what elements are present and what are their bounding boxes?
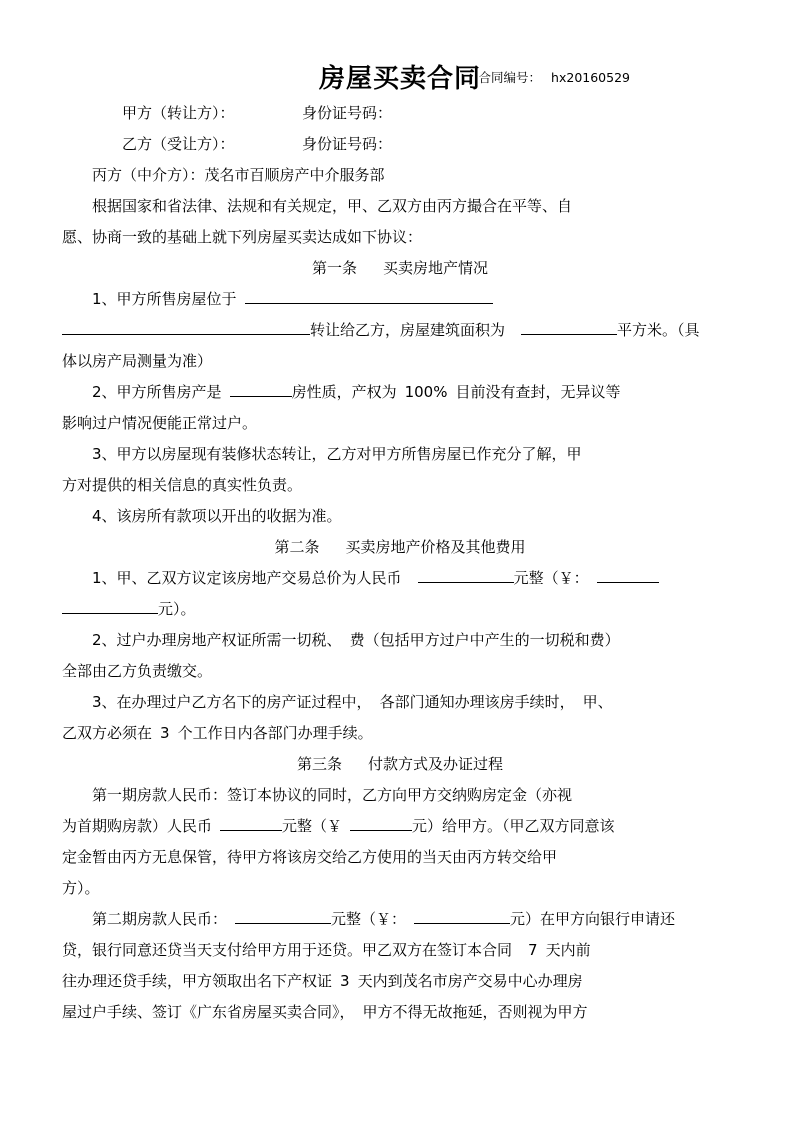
item-text: 甲方不得无故拖延，否则视为甲方: [362, 1003, 588, 1021]
item-text: 甲、: [582, 693, 613, 711]
section-2-item-3-line-1: [62, 687, 738, 718]
item-text: 甲、乙双方议定该房地产交易总价为人民币: [116, 569, 402, 587]
party-c-value: 茂名市百顺房产中介服务部: [204, 166, 385, 184]
item-text: 往办理还贷手续，甲方领取出名下产权证: [62, 972, 333, 990]
blank-property-nature[interactable]: [230, 396, 292, 397]
section-3-number: 第三条: [296, 755, 342, 773]
item-text: 天内前: [545, 941, 591, 959]
section-3-para-2-line-3: [62, 966, 738, 997]
item-text: 甲方所售房屋位于: [116, 290, 237, 308]
contract-number-value: hx20160529: [551, 70, 630, 85]
item-number: 3、: [92, 445, 117, 463]
blank-total-price-digits-2[interactable]: [62, 613, 158, 614]
blank-total-price-digits-1[interactable]: [597, 582, 659, 583]
section-2-item-2-line-2: 全部由乙方负责缴交。: [62, 662, 213, 680]
item-text: 天内到茂名市房产交易中心办理房: [357, 972, 583, 990]
blank-second-payment-digits[interactable]: [414, 923, 510, 924]
item-text: 元）在甲方向银行申请还: [510, 910, 676, 928]
section-3-para-2-line-2: [62, 935, 738, 966]
section-2-title: 买卖房地产价格及其他费用: [345, 538, 526, 556]
item-text: 第二期房款人民币：: [92, 910, 228, 928]
loan-days-value: 7: [528, 941, 538, 959]
item-text: 各部门通知办理该房手续时，: [379, 693, 575, 711]
section-3-para-1-line-1: 第一期房款人民币：签订本协议的同时，乙方向甲方交纳购房定金（亦视: [92, 786, 573, 804]
item-text: 甲方所售房产是: [116, 383, 222, 401]
section-1-item-4-line-1: [62, 501, 738, 532]
item-text: 过户办理房地产权证所需一切税、: [116, 631, 342, 649]
item-text: 平方米。（具: [617, 321, 700, 339]
section-1-item-1-line-2: [62, 315, 738, 346]
section-1-item-1-line-1: [62, 284, 738, 315]
section-3-heading: [62, 749, 738, 780]
blank-property-address-1[interactable]: [245, 303, 493, 304]
item-text: 贷，银行同意还贷当天支付给甲方用于还贷。甲乙双方在签订本合同: [62, 941, 513, 959]
contract-number-label: 合同编号：: [478, 70, 542, 85]
party-a-label: 甲方（转让方）：: [122, 104, 235, 122]
party-c-label: 丙方（中介方）：: [92, 166, 205, 184]
section-1-item-3-line-1: [62, 439, 738, 470]
section-2-number: 第二条: [274, 538, 320, 556]
workdays-value: 3: [160, 724, 170, 742]
item-text: 元）给甲方。（甲乙双方同意该: [412, 817, 615, 835]
item-number: 2、: [92, 631, 117, 649]
section-1-item-3-line-2: 方对提供的相关信息的真实性负责。: [62, 476, 303, 494]
item-number: 4、: [92, 507, 117, 525]
section-3-para-2-line-1: [62, 904, 738, 935]
section-2-heading: [62, 532, 738, 563]
item-number: 2、: [92, 383, 117, 401]
section-3-title: 付款方式及办证过程: [368, 755, 504, 773]
title-row: [62, 52, 738, 98]
item-text: 元整（￥：: [513, 569, 589, 587]
section-1-number: 第一条: [311, 259, 357, 277]
section-1-item-2-line-1: [62, 377, 738, 408]
section-2-item-1-line-1: [62, 563, 738, 594]
blank-property-address-2[interactable]: [62, 334, 310, 335]
item-text: 在办理过户乙方名下的房产证过程中，: [116, 693, 372, 711]
item-text: 该房所有款项以开出的收据为准。: [116, 507, 342, 525]
section-1-item-2-line-2: 影响过户情况便能正常过户。: [62, 414, 258, 432]
blank-deposit-digits[interactable]: [350, 830, 412, 831]
transfer-days-value: 3: [340, 972, 350, 990]
page-title: 房屋买卖合同: [318, 64, 481, 94]
item-text: 元整（￥：: [331, 910, 407, 928]
item-text: 费（包括甲方过户中产生的一切税和费）: [349, 631, 620, 649]
party-b-id-label: 身份证号码：: [302, 135, 393, 153]
blank-total-price-words[interactable]: [418, 582, 514, 583]
item-text: 元整（￥: [282, 817, 343, 835]
document-body: [62, 98, 738, 1028]
item-number: 1、: [92, 290, 117, 308]
preamble-line-1: 根据国家和省法律、法规和有关规定，甲、乙双方由丙方撮合在平等、自: [92, 197, 573, 215]
section-1-title: 买卖房地产情况: [383, 259, 489, 277]
section-2-item-2-line-1: [62, 625, 738, 656]
item-text: 房性质，产权为: [291, 383, 397, 401]
section-1-heading: [62, 253, 738, 284]
party-b-label: 乙方（受让方）：: [122, 135, 235, 153]
preamble-line-2: 愿、协商一致的基础上就下列房屋买卖达成如下协议：: [62, 228, 423, 246]
item-text: 甲方以房屋现有装修状态转让，乙方对甲方所售房屋已作充分了解，甲: [116, 445, 582, 463]
contract-number: [479, 68, 630, 86]
party-a-id-label: 身份证号码：: [302, 104, 393, 122]
section-3-para-1-line-2: [62, 811, 738, 842]
party-b-line: [62, 129, 738, 160]
section-3-para-1-line-4: 方）。: [62, 879, 100, 897]
section-2-item-1-line-2: [62, 594, 738, 625]
item-text: 个工作日内各部门办理手续。: [177, 724, 373, 742]
item-number: 3、: [92, 693, 117, 711]
blank-second-payment-words[interactable]: [235, 923, 331, 924]
party-c-line: [62, 160, 738, 191]
section-1-item-1-line-3: 体以房产局测量为准）: [62, 352, 213, 370]
blank-building-area[interactable]: [521, 334, 617, 335]
item-number: 1、: [92, 569, 117, 587]
item-text: 屋过户手续、签订《广东省房屋买卖合同》，: [62, 1003, 355, 1021]
party-a-line: [62, 98, 738, 129]
ownership-percent: 100%: [404, 383, 448, 401]
blank-deposit-words[interactable]: [220, 830, 282, 831]
item-text: 为首期购房款）人民币: [62, 817, 213, 835]
item-text: 目前没有查封，无异议等: [455, 383, 621, 401]
section-3-para-1-line-3: 定金暂由丙方无息保管，待甲方将该房交给乙方使用的当天由丙方转交给甲: [62, 848, 558, 866]
section-2-item-3-line-2: [62, 718, 738, 749]
item-text: 元）。: [158, 600, 196, 618]
item-text: 转让给乙方，房屋建筑面积为: [310, 321, 506, 339]
item-text: 乙双方必须在: [62, 724, 153, 742]
section-3-para-2-line-4: [62, 997, 738, 1028]
